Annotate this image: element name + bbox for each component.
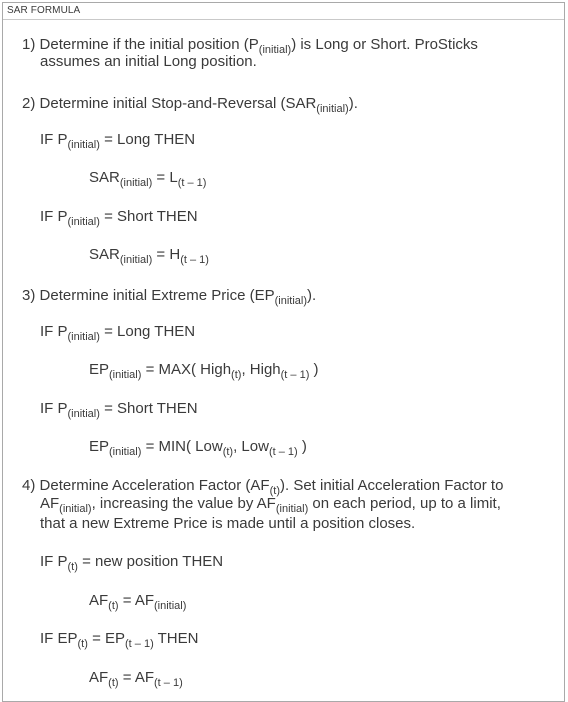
text: on each period, up to a limit, bbox=[308, 495, 501, 512]
condition-then bbox=[89, 246, 209, 264]
text: = Long THEN bbox=[99, 323, 196, 340]
step-4-line-1 bbox=[22, 477, 503, 495]
subscript: (t – 1) bbox=[177, 177, 207, 189]
text: = MAX( High bbox=[141, 361, 232, 378]
subscript: (t – 1) bbox=[125, 638, 154, 650]
condition-then bbox=[89, 592, 186, 610]
step-number: 2) bbox=[22, 95, 36, 112]
subscript: (t) bbox=[222, 446, 234, 458]
subscript: (initial) bbox=[154, 600, 187, 612]
condition-if bbox=[40, 553, 223, 571]
subscript: (initial) bbox=[109, 369, 142, 381]
text: = Short THEN bbox=[99, 400, 198, 417]
text: = Long THEN bbox=[99, 131, 196, 148]
subscript: (initial) bbox=[258, 44, 292, 56]
subscript: (t) bbox=[231, 369, 242, 381]
text: AF bbox=[89, 592, 109, 609]
step-number: 4) bbox=[22, 477, 36, 494]
step-3-heading bbox=[22, 287, 316, 305]
step-1-line-2: assumes an initial Long position. bbox=[40, 53, 257, 70]
text: IF P bbox=[40, 400, 68, 417]
text: Determine initial Stop-and-Reversal (SAR bbox=[39, 95, 317, 112]
text: = Short THEN bbox=[99, 208, 198, 225]
subscript: (t – 1) bbox=[154, 677, 183, 689]
text: Determine if the initial position (P bbox=[39, 36, 259, 53]
text: IF P bbox=[40, 131, 68, 148]
text: = L bbox=[152, 169, 178, 186]
text: = AF bbox=[118, 592, 154, 609]
text: , increasing the value by AF bbox=[91, 495, 276, 512]
text: = H bbox=[152, 246, 181, 263]
text: THEN bbox=[153, 630, 199, 647]
subscript: (initial) bbox=[67, 331, 100, 343]
subscript: (initial) bbox=[109, 446, 142, 458]
text: Determine initial Extreme Price (EP bbox=[39, 287, 275, 304]
text: , Low bbox=[233, 438, 269, 455]
text: SAR bbox=[89, 169, 120, 186]
text: = new position THEN bbox=[77, 553, 224, 570]
subscript: (t – 1) bbox=[180, 254, 209, 266]
condition-if bbox=[40, 400, 198, 418]
subscript: (initial) bbox=[67, 139, 100, 151]
condition-then bbox=[89, 438, 307, 456]
subscript: (initial) bbox=[67, 408, 100, 420]
text: AF bbox=[89, 669, 109, 686]
subscript: (t) bbox=[108, 600, 119, 612]
text: IF P bbox=[40, 553, 68, 570]
subscript: (initial) bbox=[119, 177, 153, 189]
condition-if bbox=[40, 208, 198, 226]
condition-if bbox=[40, 323, 195, 341]
text: , High bbox=[241, 361, 281, 378]
text: AF bbox=[40, 495, 60, 512]
subscript: (t) bbox=[67, 561, 78, 573]
text: ). bbox=[348, 95, 358, 112]
text: ) bbox=[297, 438, 307, 455]
text: Determine Acceleration Factor (AF bbox=[39, 477, 270, 494]
panel-title: SAR FORMULA bbox=[3, 3, 564, 20]
step-1-line-1 bbox=[22, 36, 478, 54]
text: EP bbox=[89, 438, 110, 455]
text: = AF bbox=[118, 669, 154, 686]
text: ) is Long or Short. ProSticks bbox=[291, 36, 478, 53]
subscript: (t) bbox=[77, 638, 88, 650]
text: IF P bbox=[40, 208, 68, 225]
text: = EP bbox=[87, 630, 126, 647]
subscript: (t) bbox=[108, 677, 119, 689]
subscript: (initial) bbox=[275, 503, 309, 515]
condition-if bbox=[40, 131, 195, 149]
step-4-line-2 bbox=[40, 495, 501, 513]
condition-if bbox=[40, 630, 198, 648]
subscript: (initial) bbox=[119, 254, 153, 266]
text: ). bbox=[307, 287, 317, 304]
text: = MIN( Low bbox=[141, 438, 223, 455]
text: ). Set initial Acceleration Factor to bbox=[280, 477, 504, 494]
condition-then bbox=[89, 169, 206, 187]
subscript: (t – 1) bbox=[280, 369, 310, 381]
text: EP bbox=[89, 361, 110, 378]
subscript: (initial) bbox=[59, 503, 92, 515]
subscript: (initial) bbox=[274, 295, 307, 307]
step-number: 3) bbox=[22, 287, 36, 304]
subscript: (t – 1) bbox=[268, 446, 298, 458]
condition-then bbox=[89, 361, 319, 379]
condition-then bbox=[89, 669, 183, 687]
step-4-line-3: that a new Extreme Price is made until a position closes. bbox=[40, 515, 416, 532]
text: ) bbox=[309, 361, 319, 378]
subscript: (t) bbox=[269, 485, 280, 497]
subscript: (initial) bbox=[316, 103, 349, 115]
text: IF P bbox=[40, 323, 68, 340]
text: IF EP bbox=[40, 630, 78, 647]
step-number: 1) bbox=[22, 36, 36, 53]
subscript: (initial) bbox=[67, 216, 100, 228]
text: SAR bbox=[89, 246, 120, 263]
step-2-heading bbox=[22, 95, 358, 113]
